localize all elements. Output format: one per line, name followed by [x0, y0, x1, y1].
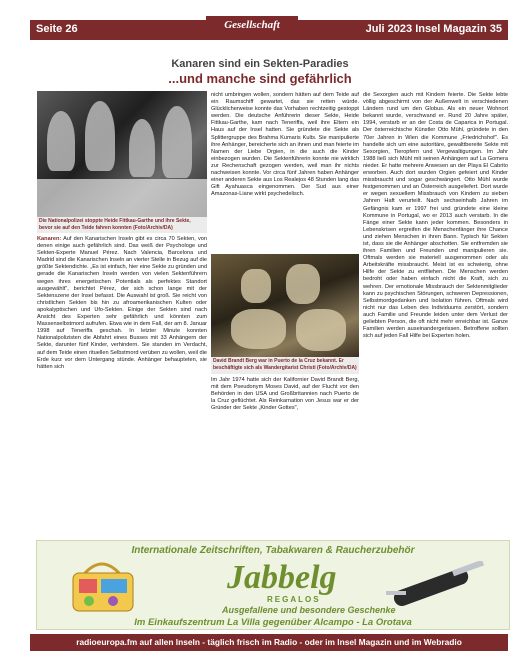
- article-column-1: [37, 236, 207, 532]
- article-subtitle: Kanaren sind ein Sekten-Paradies: [171, 58, 349, 70]
- police-photo: [37, 91, 207, 217]
- section-tab: [206, 16, 298, 32]
- photo-caption: David Brandt Berg war in Puerto de la Cruz bekannt. Er beschäftigte sich als Wandergitarist Christi (Foto/Archiv/DA): [211, 357, 359, 374]
- article-title: ...und manche sind gefährlich: [168, 71, 352, 86]
- lead-word: Kanaren:: [37, 236, 62, 242]
- article-column-2-top: nicht umbringen wollen, sondern hätten auf dem Teide auf ein Raumschiff gewartet, das sie retten würde. Glücklicherweise konnte das Vorhaben rechtzeitig gestoppt werden. Die deutsche Anführerin dieser Sekte, Heide Fittkau-Garthe, kam nach Teneriffa, weil ihre Eltern ein Haus auf der Insel hatten. Sie gründete die Sekte als Splittergruppe des Brahma Kumaris Kults. Sie manipulierte ihre Anhänger, bereicherte sich an ihnen und man feierte im Namen der Liebe Orgien, in die auch die Kinder einbezogen wurden. Die Sektenführerin konnte nie wirklich zur Rechenschaft gezogen werden, weil man ihr nichts nachweisen konnte. Vor circa fünf Jahren haben Anhänger einer anderen Sekte aus Los Realejos 48 Stunden lang das Gift Ayahuasca eingenommen. Der Sud aus einer Amazonas-Liane wirkt psychedelisch.: [211, 92, 359, 198]
- ad-headline: Internationale Zeitschriften, Tabakwaren & Raucherzubehör: [131, 545, 415, 556]
- article-column-2-bottom: Im Jahr 1974 hatte sich der Kalifornier David Brandt Berg, mit dem Pseudonym Moses David, auf der Flucht vor den Behörden in den USA und Großbritannien nach Puerto de la Cruz geflüchtet. Als Reinkarnation von Jesus war er der Gründer der Sekte „Kinder Gottes",: [211, 377, 359, 412]
- issue-info: Juli 2023 Insel Magazin 35: [365, 23, 502, 35]
- section-label: Gesellschaft: [224, 19, 280, 31]
- advertisement[interactable]: [36, 540, 510, 630]
- photo-caption: Die Nationalpolizei stoppte Heide Fittkau-Garthe und ihre Sekte, bevor sie auf den Teide fahren konnten (Foto/Archiv/DA): [37, 217, 207, 233]
- pocket-knife-image: [382, 561, 492, 609]
- footer-bar[interactable]: radioeuropa.fm auf allen Inseln - täglich frisch im Radio - oder im Insel Magazin und im Webradio: [30, 634, 508, 651]
- page-number: Seite 26: [36, 23, 78, 35]
- column-text: Auf den Kanarischen Inseln gibt es circa 70 Sekten, von denen einige auch gefährlich sind. Das weiß der Psychologe und Sekten-Experte Manuel Pérez. Nach Valencia, Barcelona und Madrid sind die Kanarischen Inseln an vierter Stelle in Bezug auf die größte Sektendichte. „Es ist einfach, hier eine Sekte zu gründen und gerade die Kanarischen Inseln werden von vielen Sektenführern wegen ihres energetischen Potentials als perfektes Standort ausgewählt", berichtet Pérez, der sich schon lange mit der Sektenszene der Insel befasst. Die Auswahl ist groß. Sie reicht von christlichen Sekten bis hin zu afroamerikanischen Kulten oder apokalyptischen und Ufo-Sekten. Einige der Sekten sind nach Ansicht des Experten sehr gefährlich und könnten zum Massenselbstmord aufrufen. Etwa wie in dem Fall, der am 8. Januar 1998 auf Teneriffa geschah. In letzter Minute konnten Nationalpolizisten die Abfahrt eines Busses mit 33 Anhängern der Sekte, darunter fünf Kinder, verhindern. Sie standen im Verdacht, auf dem Teide einen rituellen Selbstmord verüben zu wollen, weil die Erde kurz vor dem Untergang stünde. Anhänger behaupteten, sie hätten sich: [37, 236, 207, 370]
- handbag-image: [55, 557, 150, 613]
- ad-tagline: Ausgefallene und besondere Geschenke: [222, 605, 396, 615]
- brand-subtitle: REGALOS: [267, 595, 321, 604]
- header-bar: [30, 20, 508, 40]
- article-column-3: die Sexorgien auch mit Kindern feierte. Die Sekte lebte völlig abgeschirmt von der Außenwelt in verschiedenen Ländern rund um den Globus. Als ein neuer Wohnort bekannt wurde, verschwand er. Rund 20 Jahre später, 1994, verstarb er an der Costa de Caparica in Portugal. Der österreichische Künstler Otto Mühl, gründete in den 70er Jahren in Wien die Kommune „Friedrichshof". Es handelte sich um eine autoritäre, gewalttbereite Sekte mit Sexorgien, Tieropfern und Vergewaltigungen. Im Jahr 1988 ließ sich Mühl mit seinen Anhängern auf La Gomera nieder. Er hatte mehrere Anwesen an der Playa El Cabrito erworben. Auch dort wurden Orgien gefeiert und Kinder missbraucht und sogar geschwängert. Otto Mühl wurde festgenommen und an Österreich ausgeliefert. Dort wurde er wegen sexuellem Missbrauch von Kindern zu sieben Jahren Haft verurteilt. Nach sechseinhalb Jahren im Gefängnis kam er 1997 frei und gründete eine kleine Kommune in Portugal, wo er 2013 auch verstarb. In die Fänge einer Sekte kann jeder kommen. Besonders in Lebenskrisen ergreifen die Menschenfänger ihre Chance und ziehen Menschen in ihren Bann. Typisch für Sekten ist, dass sie die Anhänger abschotten. Sie entfremden sie ihren Familien und Freunden und manipulieren sie. Oftmals werden sie materiell ausgenommen oder als Arbeitskräfte missbraucht. Meist ist es schwierig, ohne Hilfe der Sekte zu entfliehen. Die Menschen werden bedroht oder haben einfach nicht die Kraft, sich zu wehren. Der emotionale Missbrauch der Sektenmitglieder kann zu psychischen Störungen, schweren Depressionen, Selbstmordgedanken und Isolation führen. Oftmals wird nicht nur das Leben des Individuums zerstört, sondern auch Familie und Freunde leiden unter dem Verlust der geliebten Person, die oft nicht mehr erreichbar ist. Ganze Familien werden auseinandergerissen. Betroffene sollten sich auf jeden Fall Hilfe bei Experten holen.: [363, 92, 508, 340]
- berg-photo: [211, 254, 359, 357]
- brand-logo: Jabbelg: [227, 559, 337, 596]
- ad-location: Im Einkaufszentrum La Villa gegenüber Alcampo - La Orotava: [134, 617, 412, 628]
